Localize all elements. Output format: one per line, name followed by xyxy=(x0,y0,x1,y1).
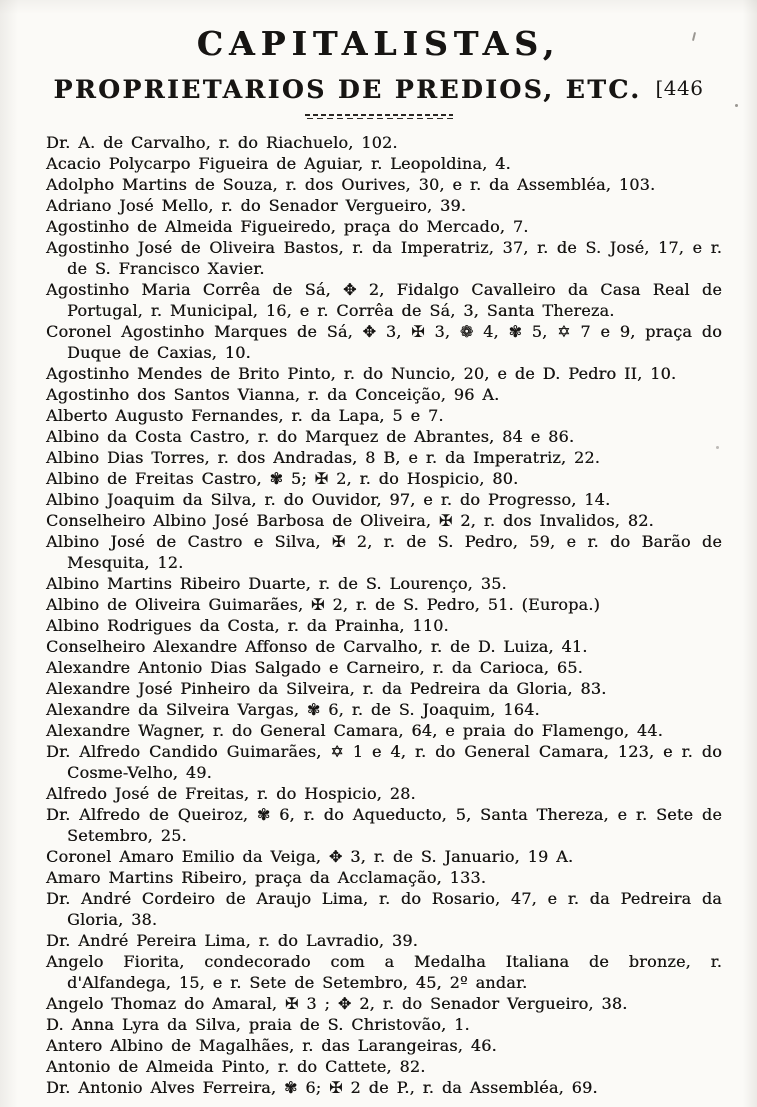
page-title: CAPITALISTAS, xyxy=(196,24,561,63)
directory-entry: Dr. Antonio Alves Ferreira, ✾ 6; ✠ 2 de P., r. da Assembléa, 69. xyxy=(46,1078,598,1097)
page-subtitle: PROPRIETARIOS DE PREDIOS, ETC. xyxy=(53,75,642,104)
directory-list xyxy=(46,132,722,1098)
directory-entry: Agostinho Maria Corrêa de Sá, ✥ 2, Fidalgo Cavalleiro da Casa Real de Portugal, r. Municipal, 16, e r. Corrêa de Sá, 3, Santa Thereza. xyxy=(46,280,722,320)
directory-entry: Conselheiro Albino José Barbosa de Oliveira, ✠ 2, r. dos Invalidos, 82. xyxy=(46,511,654,530)
directory-entry: Dr. André Cordeiro de Araujo Lima, r. do Rosario, 47, e r. da Pedreira da Gloria, 38. xyxy=(46,889,722,929)
directory-entry: Albino Martins Ribeiro Duarte, r. de S. Lourenço, 35. xyxy=(46,574,507,593)
directory-entry: Coronel Amaro Emilio da Veiga, ✥ 3, r. de S. Januario, 19 A. xyxy=(46,847,574,866)
directory-entry: Dr. Alfredo de Queiroz, ✾ 6, r. do Aqueducto, 5, Santa Thereza, e r. Sete de Setembro, 25. xyxy=(46,805,722,845)
directory-entry: Dr. Alfredo Candido Guimarães, ✡ 1 e 4, r. do General Camara, 123, e r. do Cosme-Velho, 49. xyxy=(46,742,722,782)
page-number: [446 xyxy=(655,76,704,100)
page-header xyxy=(0,0,757,119)
directory-entry: Coronel Agostinho Marques de Sá, ✥ 3, ✠ 3, ❁ 4, ✾ 5, ✡ 7 e 9, praça do Duque de Caxias, 10. xyxy=(46,322,722,362)
directory-entry: Antero Albino de Magalhães, r. das Larangeiras, 46. xyxy=(46,1036,497,1055)
directory-entry: Angelo Fiorita, condecorado com a Medalha Italiana de bronze, r. d'Alfandega, 15, e r. Sete de Setembro, 45, 2º andar. xyxy=(46,952,722,992)
scan-artifact xyxy=(735,104,738,107)
directory-entry: Conselheiro Alexandre Affonso de Carvalho, r. de D. Luiza, 41. xyxy=(46,637,588,656)
directory-entry: Amaro Martins Ribeiro, praça da Acclamação, 133. xyxy=(46,868,487,887)
directory-entry: Albino José de Castro e Silva, ✠ 2, r. de S. Pedro, 59, e r. do Barão de Mesquita, 12. xyxy=(46,532,722,572)
directory-entry: Albino de Freitas Castro, ✾ 5; ✠ 2, r. do Hospicio, 80. xyxy=(46,469,519,488)
directory-entry: D. Anna Lyra da Silva, praia de S. Christovão, 1. xyxy=(46,1015,470,1034)
directory-entry: Albino da Costa Castro, r. do Marquez de Abrantes, 84 e 86. xyxy=(46,427,575,446)
directory-entry: Albino Rodrigues da Costa, r. da Prainha, 110. xyxy=(46,616,449,635)
directory-entry: Dr. A. de Carvalho, r. do Riachuelo, 102. xyxy=(46,133,398,152)
directory-entry: Agostinho dos Santos Vianna, r. da Conceição, 96 A. xyxy=(46,385,500,404)
directory-entry: Alberto Augusto Fernandes, r. da Lapa, 5 e 7. xyxy=(46,406,444,425)
directory-entry: Agostinho de Almeida Figueiredo, praça do Mercado, 7. xyxy=(46,217,529,236)
directory-entry: Albino Dias Torres, r. dos Andradas, 8 B, e r. da Imperatriz, 22. xyxy=(46,448,601,467)
directory-entry: Alexandre Wagner, r. do General Camara, 64, e praia do Flamengo, 44. xyxy=(46,721,663,740)
directory-entry: Angelo Thomaz do Amaral, ✠ 3 ; ✥ 2, r. do Senador Vergueiro, 38. xyxy=(46,994,628,1013)
directory-entry: Dr. André Pereira Lima, r. do Lavradio, 39. xyxy=(46,931,418,950)
directory-entry: Alexandre da Silveira Vargas, ✾ 6, r. de S. Joaquim, 164. xyxy=(46,700,540,719)
directory-entry: Agostinho José de Oliveira Bastos, r. da Imperatriz, 37, r. de S. José, 17, e r. de S. Francisco Xavier. xyxy=(46,238,722,278)
directory-entry: Antonio de Almeida Pinto, r. do Cattete, 82. xyxy=(46,1057,426,1076)
directory-entry: Acacio Polycarpo Figueira de Aguiar, r. Leopoldina, 4. xyxy=(46,154,511,173)
directory-entry: Alexandre José Pinheiro da Silveira, r. da Pedreira da Gloria, 83. xyxy=(46,679,607,698)
directory-entry: Albino de Oliveira Guimarães, ✠ 2, r. de S. Pedro, 51. (Europa.) xyxy=(46,595,600,614)
directory-entry: Alexandre Antonio Dias Salgado e Carneiro, r. da Carioca, 65. xyxy=(46,658,583,677)
ornament-divider xyxy=(305,114,453,119)
directory-entry: Adolpho Martins de Souza, r. dos Ourives, 30, e r. da Assembléa, 103. xyxy=(46,175,656,194)
scan-artifact xyxy=(716,446,719,449)
page-subtitle-row xyxy=(0,75,757,104)
directory-entry: Albino Joaquim da Silva, r. do Ouvidor, 97, e r. do Progresso, 14. xyxy=(46,490,611,509)
directory-entry: Agostinho Mendes de Brito Pinto, r. do Nuncio, 20, e de D. Pedro II, 10. xyxy=(46,364,677,383)
directory-entry: Adriano José Mello, r. do Senador Vergueiro, 39. xyxy=(46,196,467,215)
directory-entry: Alfredo José de Freitas, r. do Hospicio, 28. xyxy=(46,784,416,803)
